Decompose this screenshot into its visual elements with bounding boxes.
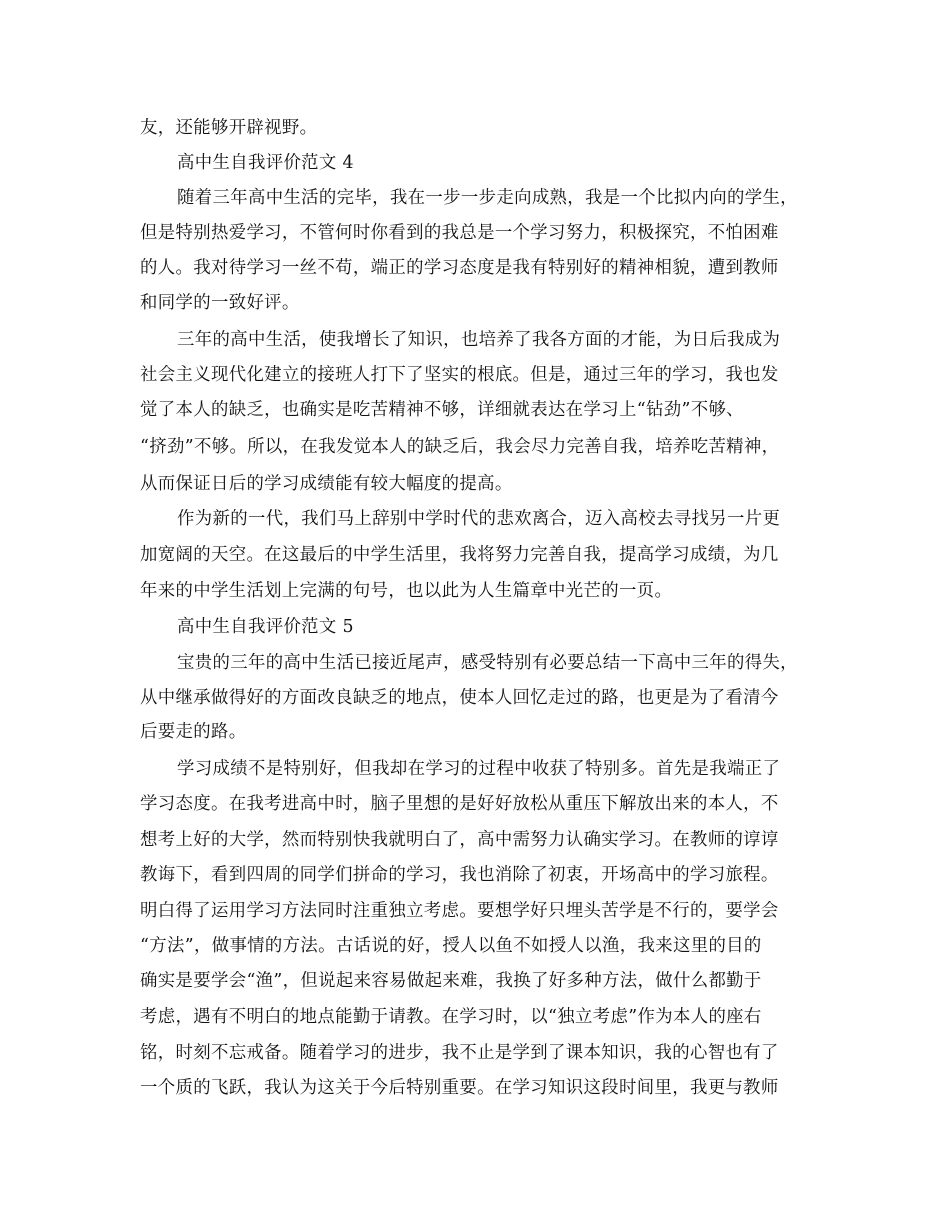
paragraph-line: “挤劲”不够。所以，在我发觉本人的缺乏后，我会尽力完善自我，培养吃苦精神，	[140, 437, 780, 457]
paragraph-line: 随着三年高中生活的完毕，我在一步一步走向成熟，我是一个比拟内向的学生，	[177, 188, 798, 208]
paragraph-line: 宝贵的三年的高中生活已接近尾声，感受特别有必要总结一下高中三年的得失，	[177, 653, 798, 673]
paragraph-line: 的人。我对待学习一丝不苟，端正的学习态度是我有特别好的精神相貌，遭到教师	[140, 258, 779, 278]
paragraph-line: 从而保证日后的学习成绩能有较大幅度的提高。	[140, 474, 513, 494]
paragraph-line: 后要走的路。	[140, 722, 247, 742]
paragraph-line: 明白得了运用学习方法同时注重独立考虑。要想学好只埋头苦学是不行的，要学会	[140, 901, 779, 921]
paragraph-line: 三年的高中生活，使我增长了知识，也培养了我各方面的才能，为日后我成为	[177, 330, 781, 350]
paragraph-line: 从中继承做得好的方面改良缺乏的地点，使本人回忆走过的路，也更是为了看清今	[140, 688, 779, 708]
paragraph-line: 铭，时刻不忘戒备。随着学习的进步，我不止是学到了课本知识，我的心智也有了	[140, 1043, 779, 1063]
paragraph-line: 年来的中学生活划上完满的句号，也以此为人生篇章中光芒的一页。	[140, 581, 673, 601]
paragraph-line: 但是特别热爱学习，不管何时你看到的我总是一个学习努力，积极探究，不怕困难	[140, 223, 779, 243]
section-heading-4: 高中生自我评价范文 4	[177, 153, 354, 173]
paragraph-line: 和同学的一致好评。	[140, 293, 300, 313]
paragraph-line: 学习态度。在我考进高中时，脑子里想的是好好放松从重压下解放出来的本人，不	[140, 794, 779, 814]
paragraph-line: “方法”，做事情的方法。古话说的好，授人以鱼不如授人以渔，我来这里的目的	[140, 936, 762, 956]
paragraph-line: 友，还能够开辟视野。	[140, 118, 318, 138]
paragraph-line: 想考上好的大学，然而特别快我就明白了，高中需努力认确实学习。在教师的谆谆	[140, 830, 779, 850]
paragraph-line: 确实是要学会“渔”，但说起来容易做起来难，我换了好多种方法，做什么都勤于	[140, 971, 762, 991]
paragraph-line: 觉了本人的缺乏，也确实是吃苦精神不够，详细就表达在学习上“钻劲”不够、	[140, 400, 744, 420]
paragraph-line: 学习成绩不是特别好，但我却在学习的过程中收获了特别多。首先是我端正了	[177, 759, 781, 779]
paragraph-line: 社会主义现代化建立的接班人打下了坚实的根底。但是，通过三年的学习，我也发	[140, 365, 779, 385]
paragraph-line: 加宽阔的天空。在这最后的中学生活里，我将努力完善自我，提高学习成绩，为几	[140, 545, 779, 565]
paragraph-line: 一个质的飞跃，我认为这关于今后特别重要。在学习知识这段时间里，我更与教师	[140, 1078, 779, 1098]
paragraph-line: 考虑，遇有不明白的地点能勤于请教。在学习时，以“独立考虑”作为本人的座右	[140, 1007, 762, 1027]
paragraph-line: 教诲下，看到四周的同学们拼命的学习，我也消除了初衷，开场高中的学习旅程。	[140, 865, 779, 885]
section-heading-5: 高中生自我评价范文 5	[177, 617, 354, 637]
paragraph-line: 作为新的一代，我们马上辞别中学时代的悲欢离合，迈入高校去寻找另一片更	[177, 509, 781, 529]
